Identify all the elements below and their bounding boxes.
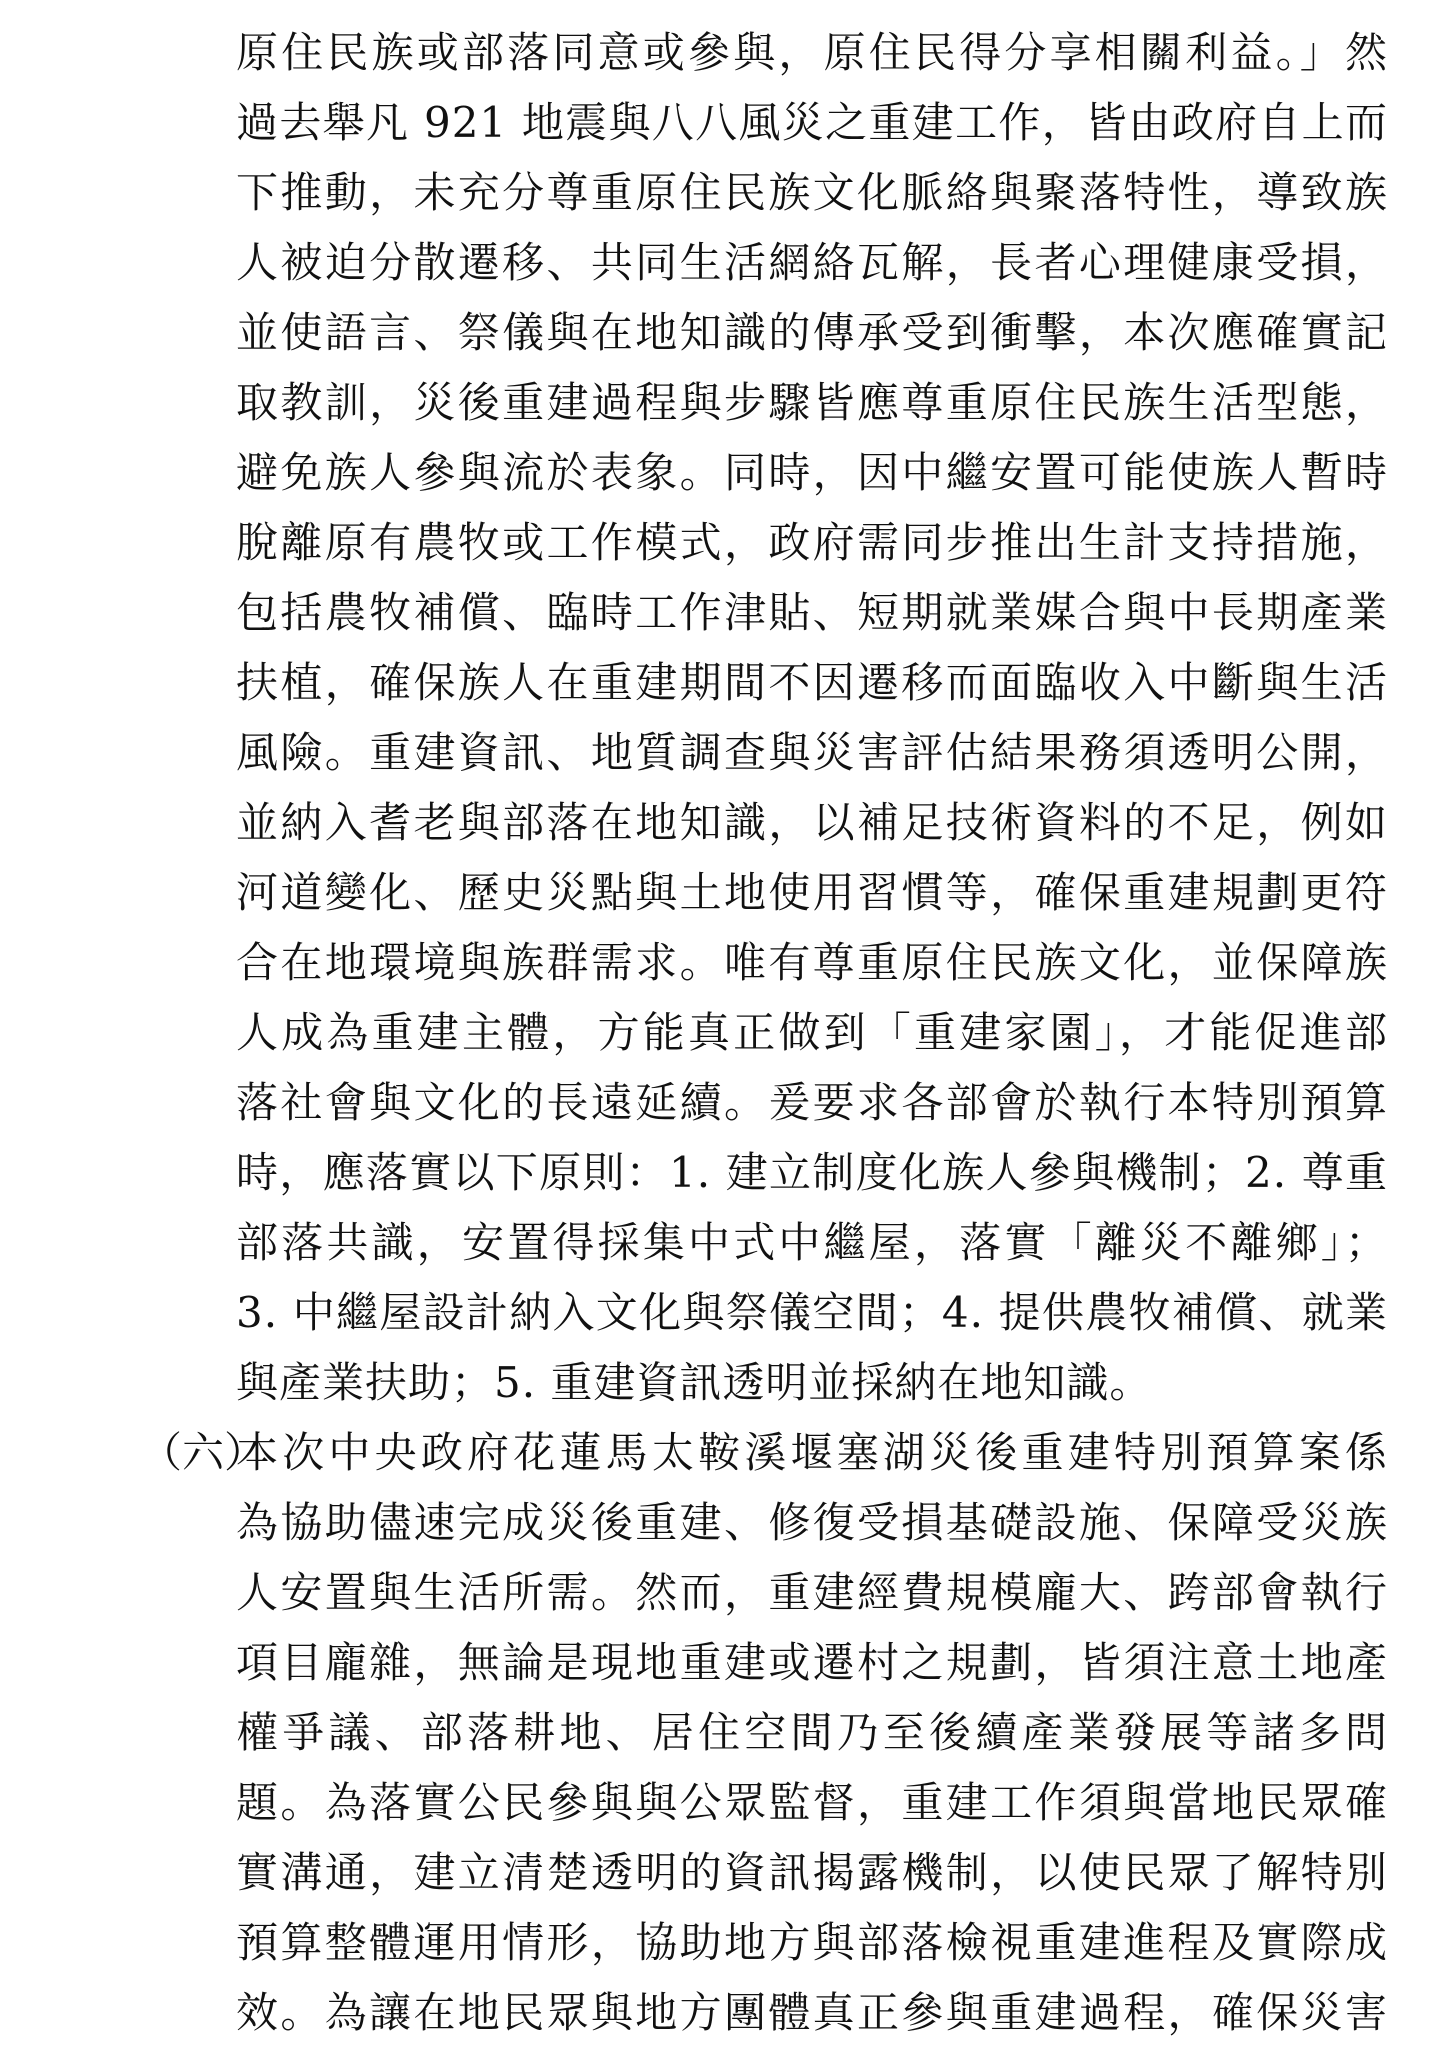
section-line: 本次中央政府花蓮馬太鞍溪堰塞湖災後重建特別預算案係 (236, 1428, 1388, 1477)
paragraph-line: 包括農牧補償、臨時工作津貼、短期就業媒合與中長期產業 (236, 588, 1388, 637)
section-line: 實溝通，建立清楚透明的資訊揭露機制，以使民眾了解特別 (236, 1848, 1388, 1897)
section-marker: （六） (140, 1428, 267, 1477)
section-line: 權爭議、部落耕地、居住空間乃至後續產業發展等諸多問 (236, 1708, 1388, 1757)
paragraph-line: 時，應落實以下原則：1. 建立制度化族人參與機制；2. 尊重 (236, 1148, 1388, 1197)
paragraph-line: 下推動，未充分尊重原住民族文化脈絡與聚落特性，導致族 (236, 168, 1388, 217)
paragraph-line: 避免族人參與流於表象。同時，因中繼安置可能使族人暫時 (236, 448, 1388, 497)
paragraph-line: 合在地環境與族群需求。唯有尊重原住民族文化，並保障族 (236, 938, 1388, 987)
section-line: 項目龐雜，無論是現地重建或遷村之規劃，皆須注意土地產 (236, 1638, 1388, 1687)
paragraph-line: 與產業扶助；5. 重建資訊透明並採納在地知識。 (236, 1358, 1153, 1407)
section-line: 題。為落實公民參與與公眾監督，重建工作須與當地民眾確 (236, 1778, 1388, 1827)
paragraph-line: 3. 中繼屋設計納入文化與祭儀空間；4. 提供農牧補償、就業 (236, 1288, 1388, 1337)
paragraph-line: 取教訓，災後重建過程與步驟皆應尊重原住民族生活型態， (236, 378, 1388, 427)
section-line: 為協助儘速完成災後重建、修復受損基礎設施、保障受災族 (236, 1498, 1388, 1547)
paragraph-line: 並納入耆老與部落在地知識，以補足技術資料的不足，例如 (236, 798, 1388, 847)
paragraph-line: 風險。重建資訊、地質調查與災害評估結果務須透明公開， (236, 728, 1388, 777)
paragraph-line: 過去舉凡 921 地震與八八風災之重建工作，皆由政府自上而 (236, 98, 1388, 147)
paragraph-line: 脫離原有農牧或工作模式，政府需同步推出生計支持措施， (236, 518, 1388, 567)
section-line: 預算整體運用情形，協助地方與部落檢視重建進程及實際成 (236, 1918, 1388, 1967)
paragraph-line: 人成為重建主體，方能真正做到「重建家園」，才能促進部 (236, 1008, 1388, 1057)
paragraph-line: 落社會與文化的長遠延續。爰要求各部會於執行本特別預算 (236, 1078, 1388, 1127)
paragraph-line: 並使語言、祭儀與在地知識的傳承受到衝擊，本次應確實記 (236, 308, 1388, 357)
paragraph-line: 原住民族或部落同意或參與，原住民得分享相關利益。」然 (236, 28, 1388, 77)
paragraph-line: 部落共識，安置得採集中式中繼屋，落實「離災不離鄉」； (236, 1218, 1388, 1267)
section-line: 效。為讓在地民眾與地方團體真正參與重建過程，確保災害 (236, 1988, 1388, 2037)
section-line: 人安置與生活所需。然而，重建經費規模龐大、跨部會執行 (236, 1568, 1388, 1617)
paragraph-line: 人被迫分散遷移、共同生活網絡瓦解，長者心理健康受損， (236, 238, 1388, 287)
paragraph-line: 河道變化、歷史災點與土地使用習慣等，確保重建規劃更符 (236, 868, 1388, 917)
paragraph-line: 扶植，確保族人在重建期間不因遷移而面臨收入中斷與生活 (236, 658, 1388, 707)
